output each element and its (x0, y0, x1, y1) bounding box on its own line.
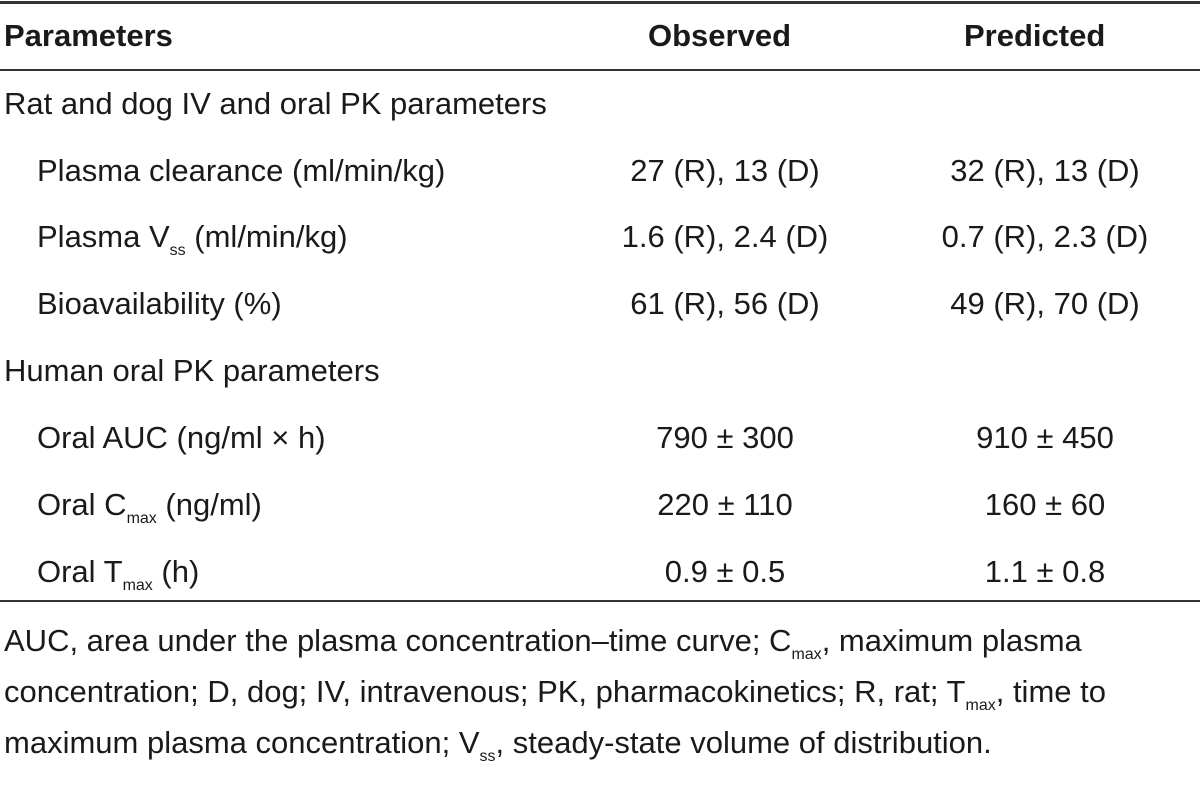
section-header-rat-dog (0, 72, 1200, 132)
header-rule (0, 69, 1200, 71)
predicted-value: 49 (R), 70 (D) (950, 286, 1140, 321)
table-row-oral-tmax (0, 540, 1200, 600)
section-header-human (0, 339, 1200, 399)
subscript: max (791, 646, 822, 663)
predicted-value: 910 ± 450 (976, 420, 1114, 455)
observed-value: 790 ± 300 (656, 420, 794, 455)
section-label: Rat and dog IV and oral PK parameters (4, 86, 547, 121)
parameter-label: Plasma clearance (ml/min/kg) (37, 153, 446, 188)
parameter-label: Oral $T_{max}$ (h) (37, 554, 200, 594)
header-predicted: Predicted (964, 18, 1106, 53)
subscript: ss (169, 242, 186, 259)
header-parameters: Parameters (4, 18, 173, 53)
observed-value: 61 (R), 56 (D) (630, 286, 820, 321)
subscript: ss (479, 748, 496, 765)
table-row-oral-cmax (0, 473, 1200, 533)
table-row-plasma-clearance (0, 139, 1200, 199)
predicted-value: 160 ± 60 (984, 487, 1106, 522)
table-row-bioavailability (0, 272, 1200, 332)
predicted-value: 0.7 (R), 2.3 (D) (941, 219, 1149, 254)
parameter-label: Plasma $V_{ss}$ (ml/min/kg) (37, 219, 348, 259)
observed-value: 1.6 (R), 2.4 (D) (621, 219, 829, 254)
top-rule (0, 1, 1200, 4)
bottom-rule (0, 600, 1200, 602)
table-row-oral-auc (0, 406, 1200, 466)
subscript: max (126, 510, 157, 527)
predicted-value: 32 (R), 13 (D) (950, 153, 1140, 188)
observed-value: 27 (R), 13 (D) (630, 153, 820, 188)
observed-value: 0.9 ± 0.5 (664, 554, 786, 589)
parameter-label: Oral $C_{max}$ (ng/ml) (37, 487, 262, 527)
predicted-value: 1.1 ± 0.8 (984, 554, 1106, 589)
observed-value: 220 ± 110 (657, 487, 793, 522)
subscript: max (965, 697, 996, 714)
header-observed: Observed (648, 18, 792, 53)
table-header-row (0, 14, 1200, 60)
section-label: Human oral PK parameters (4, 353, 380, 388)
parameter-label: Bioavailability (%) (37, 286, 282, 321)
table-footnote: AUC, area under the plasma concentration–time curve; $C_{max}$, maximum plasma concentration; D, dog; IV, intravenous; PK, pharmacokinetics; R, rat; $T_{max}$, time to maximum plasma concentration; $V_{ss}$, steady-state volume of distribution. (4, 623, 1106, 765)
table-row-plasma-vss (0, 205, 1200, 265)
parameter-label: Oral AUC (ng/ml × h) (37, 420, 326, 455)
subscript: max (122, 577, 153, 594)
